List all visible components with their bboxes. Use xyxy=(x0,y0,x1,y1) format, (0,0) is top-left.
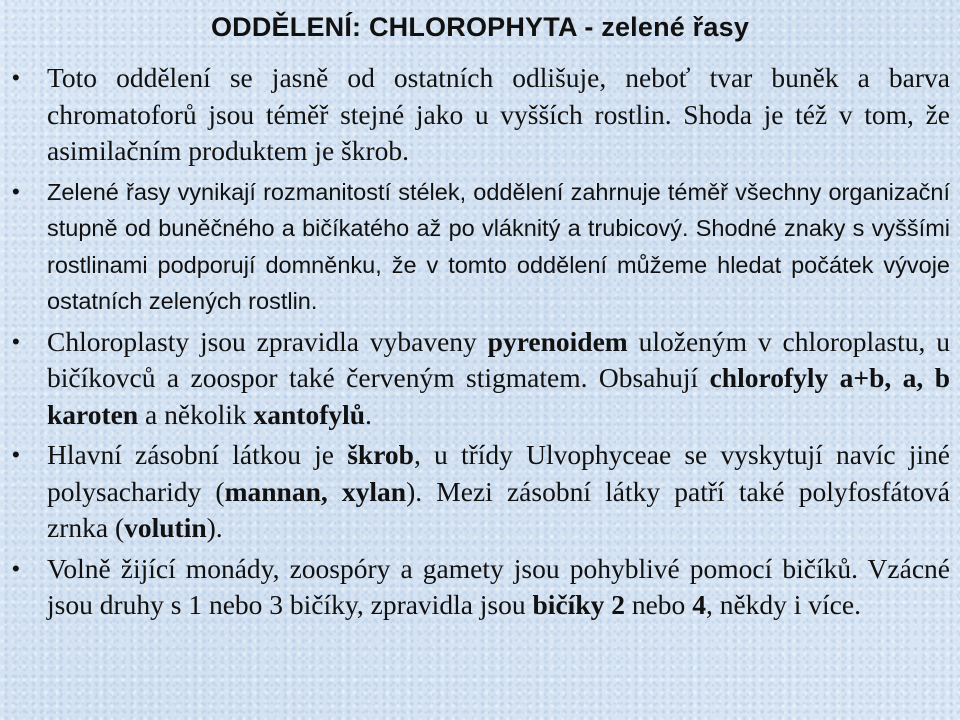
bold-term: 4 xyxy=(692,589,706,620)
text-run: , někdy i více. xyxy=(705,589,861,620)
bold-term: bičíky 2 xyxy=(532,589,625,620)
bold-term: mannan, xylan xyxy=(224,475,407,507)
text-run: a několik xyxy=(138,398,254,430)
bullet-dot-icon: • xyxy=(12,555,20,581)
text-run: , u třídy Ulvophyceae se vyskytují navíc jiné polysacharidy ( xyxy=(47,439,950,507)
bullet-dot-icon: • xyxy=(12,328,20,354)
bold-term: škrob xyxy=(347,439,414,470)
text-run: Toto oddělení se jasně od ostatních odlišuje, neboť tvar buněk a barva chromatoforů jsou téměř stejné jako u vyšších rostlin. Shoda je též v tom, že asimilačním produktem je škrob. xyxy=(47,62,950,166)
text-run: Chloroplasty jsou zpravidla vybaveny xyxy=(47,325,488,357)
text-run: nebo xyxy=(624,589,693,620)
text-run: uloženým v chloroplastu, u bičíkovců a zoospor také červeným stigmatem. Obsahují xyxy=(47,325,950,393)
bold-term: chlorofyly a+b, a, b karoten xyxy=(47,362,951,430)
text-run: . xyxy=(365,398,372,430)
bullet-item xyxy=(10,324,950,434)
bullet-dot-icon: • xyxy=(12,442,20,467)
bullet-dot-icon: • xyxy=(12,65,20,90)
text-run: ). xyxy=(206,512,223,543)
bold-term: xantofylů xyxy=(253,398,366,430)
bold-term: pyrenoidem xyxy=(487,325,628,357)
bullet-item xyxy=(10,60,950,170)
text-run: ). Mezi zásobní látky patří také polyfosfátová zrnka ( xyxy=(47,475,950,543)
bullet-item xyxy=(10,437,950,547)
text-run: Volně žijící monády, zoospóry a gamety jsou pohyblivé pomocí bičíků. Vzácné jsou druhy s 1 nebo 3 bičíky, zpravidla jsou xyxy=(47,552,950,620)
bullet-dot-icon: • xyxy=(12,178,20,204)
text-run: Hlavní zásobní látkou je xyxy=(47,439,348,470)
bullet-list xyxy=(10,60,950,628)
slide-title: ODDĚLENÍ: CHLOROPHYTA - zelené řasy xyxy=(210,12,750,42)
bullet-item xyxy=(10,551,950,624)
bold-term: volutin xyxy=(124,512,207,543)
bullet-item xyxy=(10,174,950,320)
text-run: Zelené řasy vynikají rozmanitostí stélek, oddělení zahrnuje téměř všechny organizační stupně od buněčného a bičíkatého až po vláknitý a trubicový. Shodné znaky s vyššími rostlinami podporují domněnku, že v tomto oddělení můžeme hledat počátek vývoje ostatních zelených rostlin. xyxy=(47,178,950,314)
